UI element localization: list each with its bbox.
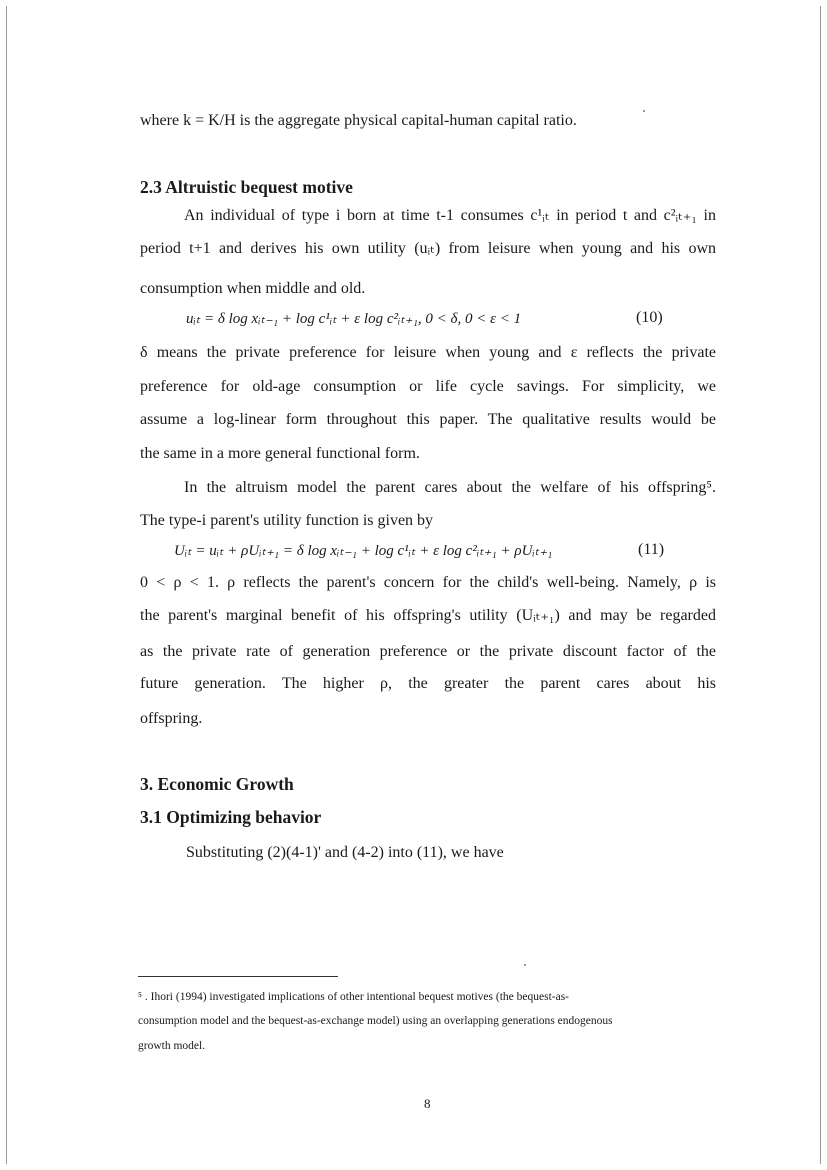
paragraph-3-line-1: In the altruism model the parent cares about the welfare of his offspring⁵. xyxy=(184,479,716,496)
footnote-line-2: consumption model and the bequest-as-exchange model) using an overlapping generations endogenous xyxy=(138,1015,613,1027)
paragraph-1-line-2: period t+1 and derives his own utility (uᵢₜ) from leisure when young and his own xyxy=(140,240,716,257)
equation-11: Uᵢₜ = uᵢₜ + ρUᵢₜ₊₁ = δ log xᵢₜ₋₁ + log c¹ᵢₜ + ε log c²ᵢₜ₊₁ + ρUᵢₜ₊₁ xyxy=(174,543,553,559)
paragraph-4-line-2: the parent's marginal benefit of his offspring's utility (Uᵢₜ₊₁) and may be regarded xyxy=(140,607,716,624)
intro-line: where k = K/H is the aggregate physical capital-human capital ratio. xyxy=(140,112,577,129)
paragraph-3-line-2: The type-i parent's utility function is given by xyxy=(140,512,434,529)
paragraph-2-line-4: the same in a more general functional form. xyxy=(140,445,420,462)
paragraph-4-line-4: future generation. The higher ρ, the greater the parent cares about his xyxy=(140,675,716,692)
equation-10-number: (10) xyxy=(636,309,663,326)
paragraph-4-line-5: offspring. xyxy=(140,710,203,727)
section-heading-3: 3. Economic Growth xyxy=(140,774,294,794)
footnote-rule xyxy=(138,976,338,977)
page-right-border xyxy=(820,6,821,1164)
paragraph-4-line-3: as the private rate of generation preference or the private discount factor of the xyxy=(140,643,716,660)
section-3-line-1: Substituting (2)(4-1)' and (4-2) into (11), we have xyxy=(186,844,504,861)
scan-speck xyxy=(643,110,645,112)
paragraph-1-line-1: An individual of type i born at time t-1 consumes c¹ᵢₜ in period t and c²ᵢₜ₊₁ in xyxy=(184,207,716,224)
footnote-line-3: growth model. xyxy=(138,1040,206,1052)
paragraph-2-line-3: assume a log-linear form throughout this paper. The qualitative results would be xyxy=(140,411,716,428)
equation-10: uᵢₜ = δ log xᵢₜ₋₁ + log c¹ᵢₜ + ε log c²ᵢₜ₊₁, 0 < δ, 0 < ε < 1 xyxy=(186,311,522,327)
equation-11-number: (11) xyxy=(638,541,665,558)
scan-speck xyxy=(524,964,526,966)
page-number: 8 xyxy=(424,1096,431,1111)
paragraph-4-line-1: 0 < ρ < 1. ρ reflects the parent's concern for the child's well-being. Namely, ρ is xyxy=(140,574,716,591)
section-heading-2-3: 2.3 Altruistic bequest motive xyxy=(140,177,353,197)
paragraph-2-line-1: δ means the private preference for leisure when young and ε reflects the private xyxy=(140,344,716,361)
paragraph-2-line-2: preference for old-age consumption or life cycle savings. For simplicity, we xyxy=(140,378,716,395)
subsection-heading-3-1: 3.1 Optimizing behavior xyxy=(140,807,322,827)
paragraph-1-line-3: consumption when middle and old. xyxy=(140,280,366,297)
footnote-line-1: ⁵ . Ihori (1994) investigated implications of other intentional bequest motives (the bequest-as- xyxy=(138,991,570,1003)
page-left-border xyxy=(6,6,7,1164)
